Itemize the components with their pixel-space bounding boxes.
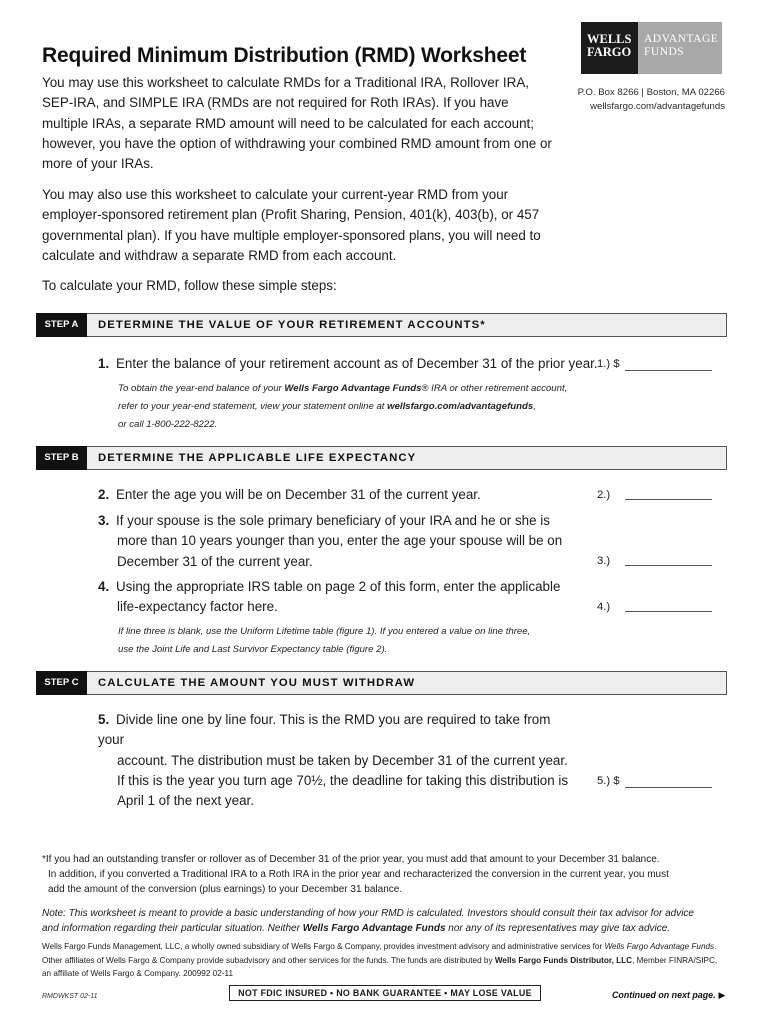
tax-note xyxy=(42,906,725,936)
note-text: If line three is blank, use the Uniform Lifetime table (figure 1). If you entered a value on line three, xyxy=(118,626,531,637)
answer-field-5[interactable] xyxy=(625,787,712,788)
footnote-text: add the amount of the conversion (plus earnings) to your December 31 balance. xyxy=(48,884,403,895)
logo-text: WELLS xyxy=(587,32,632,46)
answer-label-1: 1.) $ xyxy=(597,358,620,370)
note-text: Wells Fargo Advantage Funds xyxy=(284,383,422,394)
answer-label-4: 4.) xyxy=(597,601,611,613)
line-item-1 xyxy=(98,354,598,374)
answer-label-2: 2.) xyxy=(597,489,611,501)
item-number: 1. xyxy=(98,356,110,371)
note-table-selection xyxy=(118,623,598,659)
item-text: Enter the balance of your retirement account as of December 31 of the prior year. xyxy=(116,356,598,371)
wells-fargo-logo xyxy=(581,22,722,74)
website-address: wellsfargo.com/advantagefunds xyxy=(590,101,725,112)
tax-note-text: Note: This worksheet is meant to provide a basic understanding of how your RMD is calculated. Investors should consult their tax advisor for advice xyxy=(42,908,694,919)
note-text: To obtain the year-end balance of your xyxy=(118,383,285,394)
note-text: use the Joint Life and Last Survivor Expectancy table (figure 2). xyxy=(118,644,388,655)
logo-text: FARGO xyxy=(587,45,632,59)
answer-field-3[interactable] xyxy=(625,565,712,566)
page-title: Required Minimum Distribution (RMD) Worksheet xyxy=(42,44,527,67)
item-text: If this is the year you turn age 70½, the deadline for taking this distribution is xyxy=(117,772,569,788)
arrow-right-icon: ▶ xyxy=(718,990,726,1000)
legal-text: Wells Fargo Funds Management, LLC, a wholly owned subsidiary of Wells Fargo & Company, provides investment advisory and administrative services for xyxy=(42,942,605,951)
item-text: more than 10 years younger than you, enter the age your spouse will be on xyxy=(117,533,563,549)
item-number: 2. xyxy=(98,487,110,502)
legal-text: , Member FINRA/SIPC, xyxy=(632,955,718,965)
step-a-heading: DETERMINE THE VALUE OF YOUR RETIREMENT ACCOUNTS* xyxy=(98,319,486,331)
item-text: If your spouse is the sole primary beneficiary of your IRA and he or she is xyxy=(116,513,550,528)
line-item-2 xyxy=(98,485,568,505)
item-text: December 31 of the current year. xyxy=(117,553,313,569)
item-number: 3. xyxy=(98,513,110,528)
continued-text: Continued on next page. xyxy=(612,990,716,1000)
line-item-5 xyxy=(98,710,578,811)
answer-label-3: 3.) xyxy=(597,555,611,567)
note-text: , xyxy=(533,401,536,412)
item-text: life-expectancy factor here. xyxy=(117,599,278,615)
item-text: account. The distribution must be taken by December 31 of the current year. xyxy=(117,752,568,768)
note-year-end-balance xyxy=(118,380,598,434)
step-b-header xyxy=(36,446,727,470)
legal-text: . xyxy=(714,942,717,951)
mailing-address: P.O. Box 8266 | Boston, MA 02266 xyxy=(577,87,725,98)
item-number: 4. xyxy=(98,579,110,594)
step-b-heading: DETERMINE THE APPLICABLE LIFE EXPECTANCY xyxy=(98,452,417,464)
logo-advantage-funds-block xyxy=(638,22,722,74)
step-b-tag: STEP B xyxy=(36,446,87,470)
item-text: Divide line one by line four. This is the RMD you are required to take from your xyxy=(98,712,551,748)
legal-text: Other affiliates of Wells Fargo & Company provide subadvisory and other services for the funds. The funds are distributed by xyxy=(42,955,495,965)
logo-text: ADVANTAGE xyxy=(644,33,719,45)
intro-paragraph-3: To calculate your RMD, follow these simple steps: xyxy=(42,278,337,293)
intro-paragraph-2: You may also use this worksheet to calculate your current-year RMD from your employer-sponsored retirement plan (Profit Sharing, Pension, 401(k), 403(b), or 457 governmental plan). If you have multiple employer-sponsored plans, you will need to calculate and withdraw a separate RMD from each account. xyxy=(42,187,541,263)
website-link: wellsfargo.com/advantagefunds xyxy=(387,401,534,412)
tax-note-text: nor any of its representatives may give tax advice. xyxy=(445,923,671,934)
line-item-4 xyxy=(98,577,568,618)
step-c-header xyxy=(36,671,727,695)
note-text: ® IRA or other retirement account, xyxy=(421,383,568,394)
step-a-header xyxy=(36,313,727,337)
logo-text: FUNDS xyxy=(644,46,685,58)
legal-text: Wells Fargo Advantage Funds xyxy=(604,942,715,951)
legal-text: Wells Fargo Funds Distributor, LLC xyxy=(494,955,633,965)
item-text: April 1 of the next year. xyxy=(117,793,254,809)
footnote-transfer xyxy=(42,852,725,897)
tax-note-text: and information regarding their particular situation. Neither xyxy=(42,923,303,934)
fdic-disclaimer-box: NOT FDIC INSURED • NO BANK GUARANTEE • MAY LOSE VALUE xyxy=(229,985,541,1001)
item-text: Using the appropriate IRS table on page 2 of this form, enter the applicable xyxy=(116,579,561,594)
continued-notice xyxy=(612,990,725,1001)
form-code: RMDWKST 02-11 xyxy=(42,993,98,1000)
item-text: Enter the age you will be on December 31 of the current year. xyxy=(116,487,481,502)
logo-wells-fargo-block xyxy=(581,22,638,74)
note-text: or call 1-800-222-8222. xyxy=(118,419,218,430)
footnote-text: *If you had an outstanding transfer or rollover as of December 31 of the prior year, you must add that amount to your December 31 balance. xyxy=(42,854,660,865)
answer-field-4[interactable] xyxy=(625,611,712,612)
answer-field-2[interactable] xyxy=(625,499,712,500)
line-item-3 xyxy=(98,511,568,572)
step-a-tag: STEP A xyxy=(36,313,87,337)
item-number: 5. xyxy=(98,712,110,727)
step-c-tag: STEP C xyxy=(36,671,87,695)
footnote-text: In addition, if you converted a Traditional IRA to a Roth IRA in the prior year and recharacterized the conversion in the current year, you must xyxy=(48,869,669,880)
answer-field-1[interactable] xyxy=(625,370,712,371)
legal-disclosure xyxy=(42,940,725,981)
tax-note-text: Wells Fargo Advantage Funds xyxy=(302,923,446,934)
answer-label-5: 5.) $ xyxy=(597,775,620,787)
intro-paragraph-1: You may use this worksheet to calculate RMDs for a Traditional IRA, Rollover IRA, SEP-IRA, and SIMPLE IRA (RMDs are not required for Roth IRAs). If you have multiple IRAs, a separate RMD amount will need to be calculated for each account; however, you have the option of withdrawing your combined RMD amount from one or more of your IRAs. xyxy=(42,75,552,172)
step-c-heading: CALCULATE THE AMOUNT YOU MUST WITHDRAW xyxy=(98,677,416,689)
note-text: refer to your year-end statement, view your statement online at xyxy=(118,401,388,412)
legal-text: an affiliate of Wells Fargo & Company. 200992 02-11 xyxy=(42,969,234,978)
